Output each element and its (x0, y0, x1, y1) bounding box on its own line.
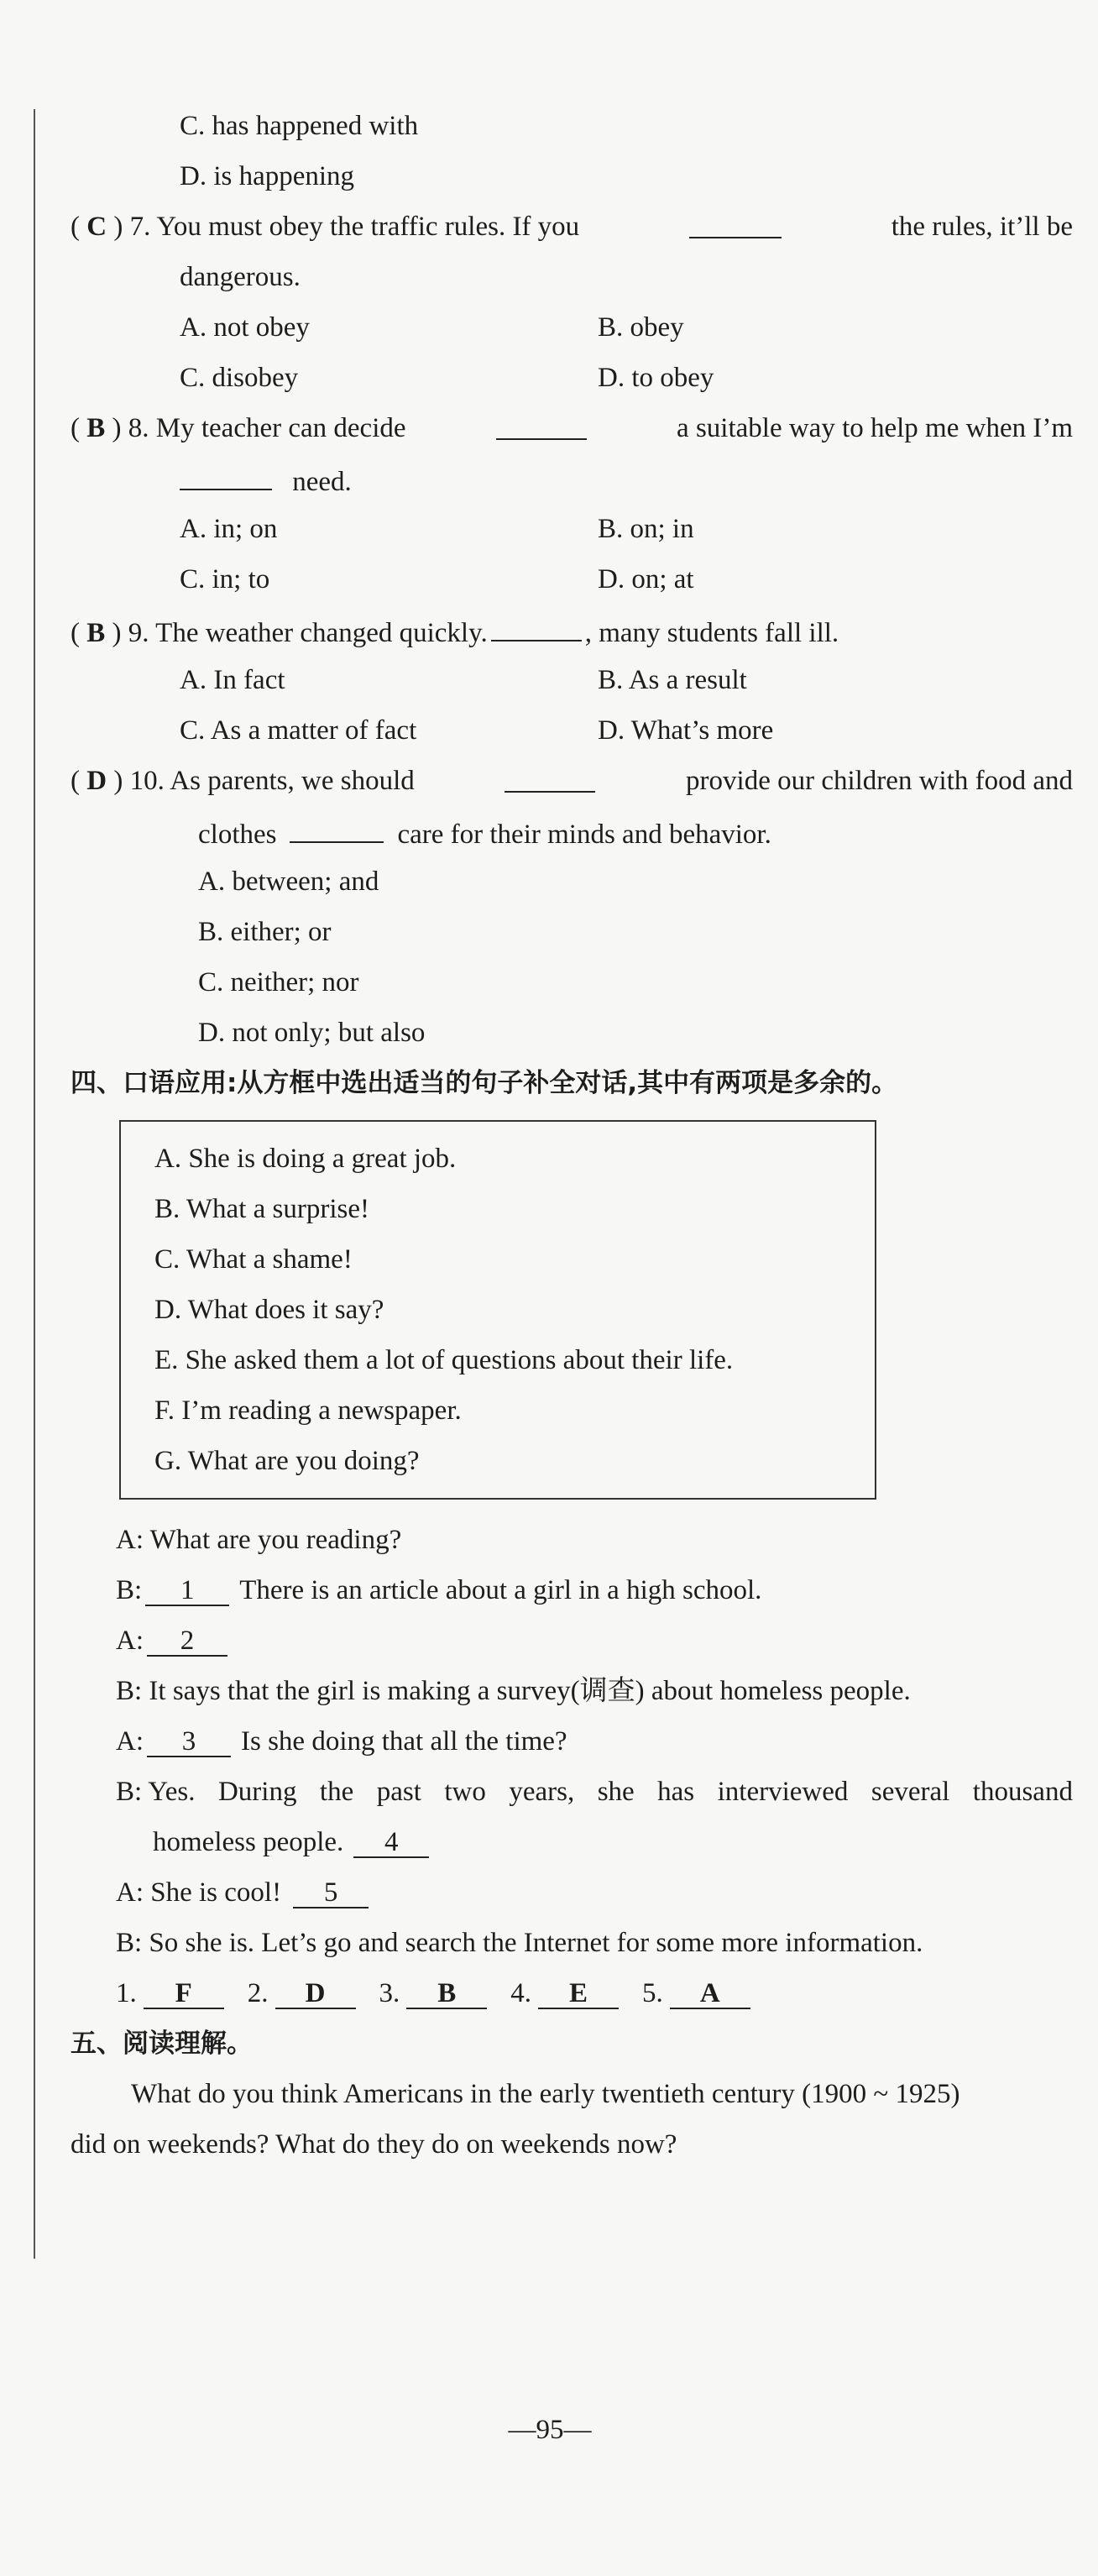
margin-rule (34, 109, 35, 2259)
section5-para-line1: What do you think Americans in the early twentieth century (1900 ~ 1925) (131, 2079, 960, 2109)
dialogue-blank-5: 5 (293, 1878, 369, 1908)
q9-option-c: C. As a matter of fact (180, 715, 417, 746)
q7-stem-line2: dangerous. (180, 262, 301, 292)
q7-blank (689, 210, 782, 238)
dialogue-line-8: A: She is cool! 5 (116, 1876, 369, 1909)
q8-answer: B (86, 413, 106, 443)
q10-option-c: C. neither; nor (198, 967, 359, 997)
dialogue-line-6: B: Yes. During the past two years, she has interviewed several thousand (116, 1777, 1073, 1807)
q7-option-a: A. not obey (180, 312, 310, 343)
answers-row (116, 1977, 750, 2010)
q9-option-a: A. In fact (180, 665, 285, 695)
dialogue-blank-2: 2 (147, 1626, 227, 1657)
dialogue-blank-4: 4 (353, 1828, 429, 1858)
q8-option-c: C. in; to (180, 564, 270, 594)
q9-answer: B (86, 618, 106, 648)
q10-blank-2 (290, 814, 384, 843)
q9-blank (491, 613, 582, 641)
q9-option-d: D. What’s more (598, 715, 774, 746)
q10-stem-line2: clothes care for their minds and behavior. (198, 814, 771, 851)
q10-option-d: D. not only; but also (198, 1018, 426, 1048)
q8-option-d: D. on; at (598, 564, 694, 594)
dialogue-line-7: homeless people. 4 (153, 1825, 429, 1859)
dialogue-line-5: A: 3 Is she doing that all the time? (116, 1726, 567, 1757)
box-option-f: F. I’m reading a newspaper. (154, 1395, 462, 1426)
q10-option-a: A. between; and (198, 867, 379, 897)
q8-stem-line2: need. (180, 462, 352, 499)
section5-para-line2: did on weekends? What do they do on weekends now? (71, 2129, 677, 2160)
q8-option-a: A. in; on (180, 514, 278, 544)
dialogue-line-1: A: What are you reading? (116, 1525, 402, 1555)
box-option-d: D. What does it say? (154, 1295, 384, 1325)
q7-option-c: C. disobey (180, 363, 299, 393)
q7-option-b: B. obey (598, 312, 684, 343)
box-option-b: B. What a surprise! (154, 1194, 369, 1224)
q8-blank-2 (180, 462, 272, 490)
dialogue-line-2: B: 1 There is an article about a girl in a high school. (116, 1575, 762, 1605)
q10-blank-1 (505, 764, 595, 793)
answer-4: 4. E (510, 1978, 642, 2008)
section4-title: 四、口语应用:从方框中选出适当的句子补全对话,其中有两项是多余的。 (71, 1068, 898, 1098)
box-option-a: A. She is doing a great job. (154, 1144, 457, 1174)
answer-1: 1. F (116, 1978, 248, 2008)
page-number: —95— (508, 2415, 592, 2445)
q8-blank-1 (496, 411, 587, 440)
q7-stem: ( C ) 7. You must obey the traffic rules. If you the rules, it’ll be (71, 212, 1073, 242)
q9-stem: ( B ) 9. The weather changed quickly. , many students fall ill. (71, 613, 839, 650)
q10-stem: ( D ) 10. As parents, we should provide our children with food and (71, 766, 1073, 796)
box-option-e: E. She asked them a lot of questions about their life. (154, 1345, 734, 1375)
dialogue-blank-3: 3 (147, 1727, 231, 1757)
q7-option-d: D. to obey (598, 363, 714, 393)
q8-stem: ( B ) 8. My teacher can decide a suitable way to help me when I’m (71, 413, 1073, 443)
q10-option-b: B. either; or (198, 917, 332, 947)
answer-3: 3. B (379, 1978, 511, 2008)
dialogue-line-9: B: So she is. Let’s go and search the Internet for some more information. (116, 1928, 923, 1958)
answer-5: 5. A (642, 1978, 750, 2008)
q7-answer: C (86, 212, 107, 242)
q9-option-b: B. As a result (598, 665, 747, 695)
box-option-c: C. What a shame! (154, 1244, 353, 1275)
answer-2: 2. D (248, 1978, 379, 2008)
dialogue-blank-1: 1 (145, 1576, 229, 1606)
q6-option-d: D. is happening (180, 161, 355, 191)
q8-option-b: B. on; in (598, 514, 694, 544)
dialogue-line-3: A: 2 (116, 1624, 227, 1657)
dialogue-line-4: B: It says that the girl is making a survey(调查) about homeless people. (116, 1676, 911, 1706)
q6-option-c: C. has happened with (180, 111, 419, 141)
q10-answer: D (86, 766, 107, 796)
section5-title: 五、阅读理解。 (71, 2029, 253, 2059)
box-option-g: G. What are you doing? (154, 1446, 420, 1476)
